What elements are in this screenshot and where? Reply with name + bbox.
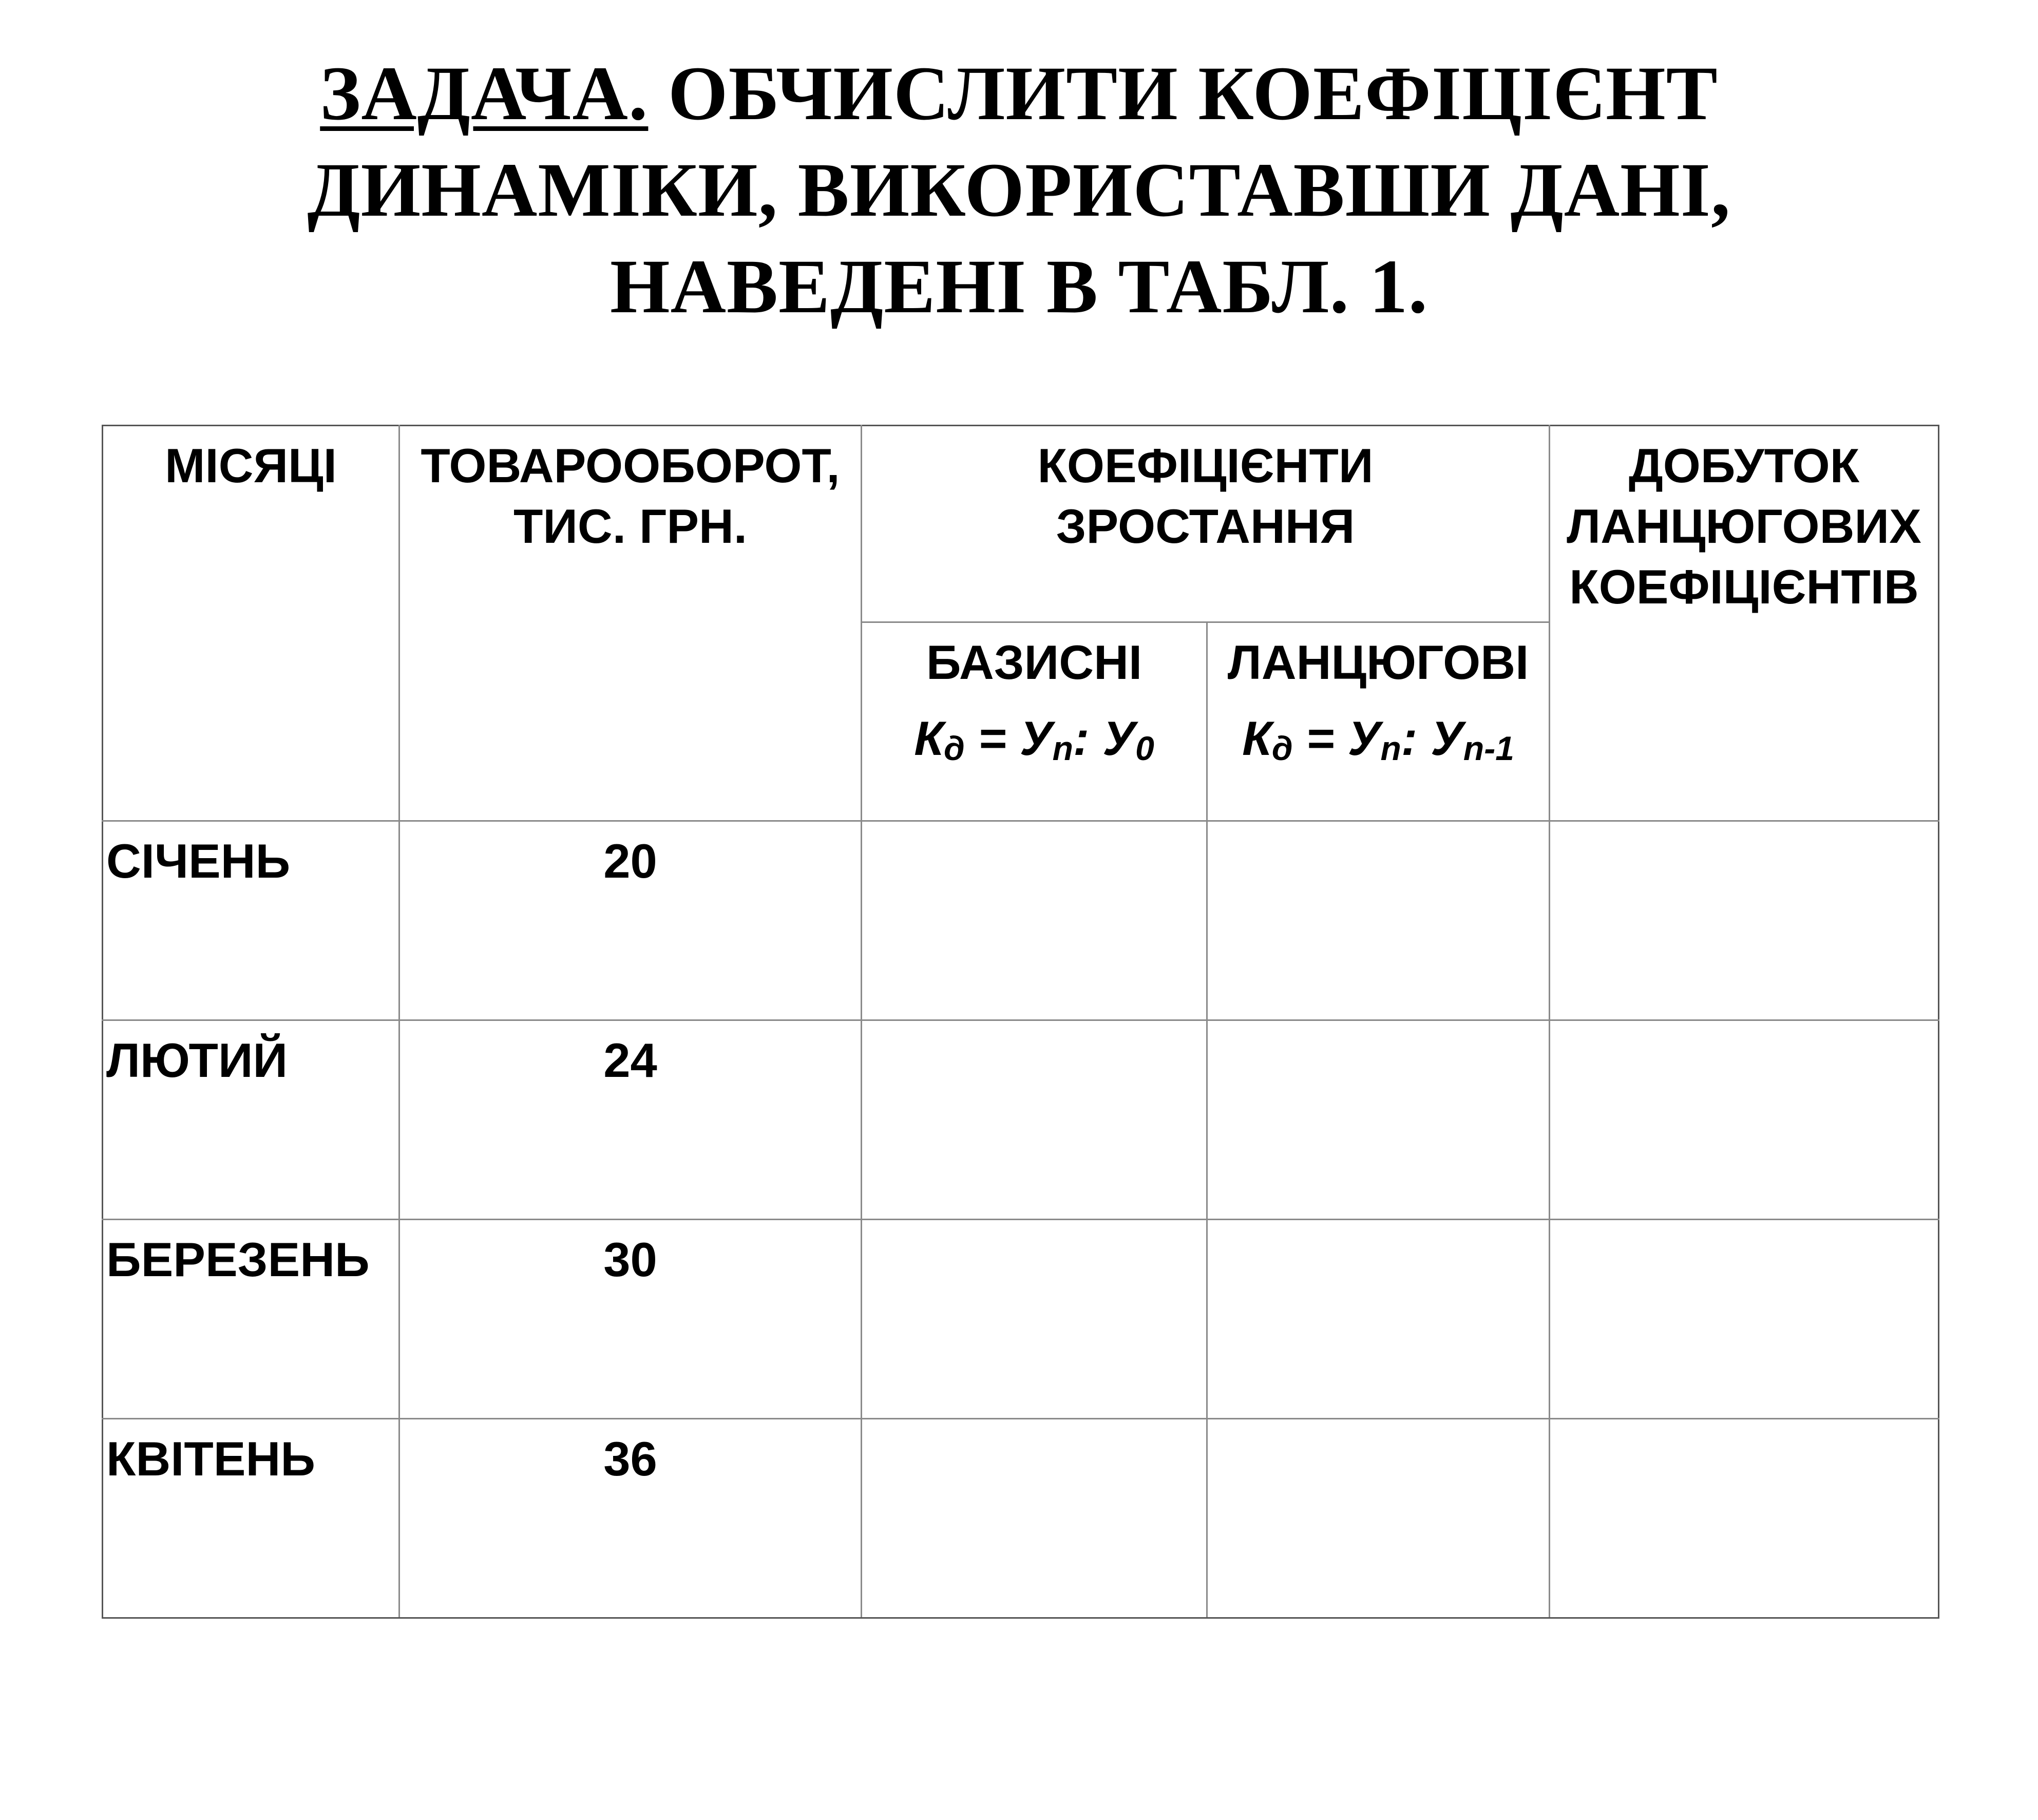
title-line-3: НАВЕДЕНІ В ТАБЛ. 1. (610, 244, 1428, 329)
month-cell: БЕРЕЗЕНЬ (103, 1220, 399, 1419)
header-chain-label: ЛАНЦЮГОВІ (1227, 635, 1529, 689)
title-line-2: ДИНАМІКИ, ВИКОРИСТАВШИ ДАНІ, (307, 147, 1731, 233)
header-basic-label: БАЗИСНІ (926, 635, 1142, 689)
basic-cell (862, 1220, 1207, 1419)
turnover-cell: 20 (399, 821, 862, 1020)
basic-formula: $К_д = У_n$: $У_0$ (914, 711, 1154, 767)
turnover-cell: 24 (399, 1020, 862, 1220)
turnover-cell: 30 (399, 1220, 862, 1419)
product-cell (1550, 1419, 1939, 1618)
task-label: ЗАДАЧА. (320, 51, 649, 136)
dynamics-table (102, 425, 1939, 1619)
title-line-1 (0, 45, 2038, 142)
header-turnover: ТОВАРООБОРОТ, ТИС. ГРН. (399, 426, 862, 821)
header-row (103, 426, 1939, 622)
chain-cell (1207, 1419, 1550, 1618)
header-basic (862, 622, 1207, 821)
chain-cell (1207, 1220, 1550, 1419)
header-chain (1207, 622, 1550, 821)
month-cell: СІЧЕНЬ (103, 821, 399, 1020)
month-cell: ЛЮТИЙ (103, 1020, 399, 1220)
table-row (103, 1220, 1939, 1419)
chain-formula: $К_д = У_n$: $У_{n-1}$ (1242, 711, 1514, 767)
header-months: МІСЯЦІ (103, 426, 399, 821)
title-line-1-text: ОБЧИСЛИТИ КОЕФІЦІЄНТ (648, 51, 1718, 136)
table-row (103, 821, 1939, 1020)
turnover-cell: 36 (399, 1419, 862, 1618)
page-title (0, 45, 2038, 335)
header-chain-product: ДОБУТОК ЛАНЦЮГОВИХ КОЕФІЦІЄНТІВ (1550, 426, 1939, 821)
month-cell: КВІТЕНЬ (103, 1419, 399, 1618)
product-cell (1550, 1220, 1939, 1419)
chain-cell (1207, 821, 1550, 1020)
basic-cell (862, 1419, 1207, 1618)
table-row (103, 1020, 1939, 1220)
header-growth-coefficients: КОЕФІЦІЄНТИ ЗРОСТАННЯ (862, 426, 1550, 622)
chain-cell (1207, 1020, 1550, 1220)
basic-cell (862, 821, 1207, 1020)
product-cell (1550, 1020, 1939, 1220)
basic-cell (862, 1020, 1207, 1220)
table-row (103, 1419, 1939, 1618)
product-cell (1550, 821, 1939, 1020)
